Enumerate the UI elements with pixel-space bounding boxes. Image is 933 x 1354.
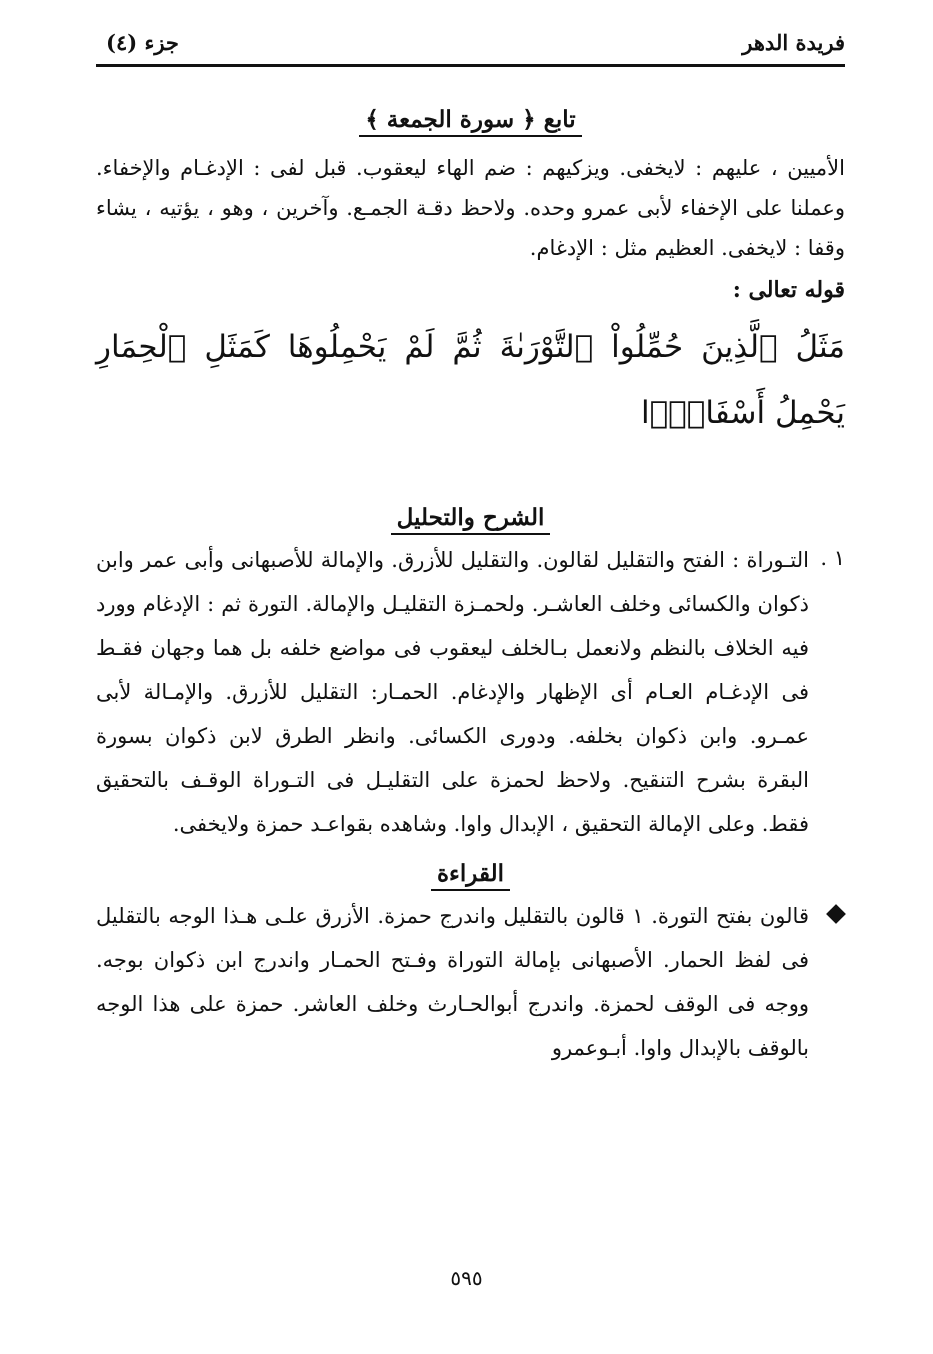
quran-verse: مَثَلُ ٱلَّذِينَ حُمِّلُواْ ٱلتَّوْرَىٰةَ ثُمَّ لَمْ يَحْمِلُوهَا كَمَثَلِ ٱلْحِمَارِ يَحْمِلُ أَسْفَارًۢا [96,329,845,431]
explanation-text: التـوراة : الفتح والتقلیل لقالون. والتقلیل للأزرق. والإمالة للأصبهانی وأبی عمر وابن ذکوان والکسائی وخلف العاشـر. ولحمـزة التقلیـل والإمالة. التورة ثم : الإدغام وورد فیه الخلاف بالنظم ولانعمل بـالخلف لیعقوب فی مواضع خلفه بل هما وجهان فقـط فی الإدغـام العـام أی الإظهار والإدغام. الحمـار: التقلیل للأزرق. والإمـالة لأبی عمـرو. وابن ذکوان بخلفه. ودوری الکسائی. وانظر الطرق لابن ذکوان بسورة البقرة بشرح التنقیح. ولاحظ لحمزة علی التقلیـل فی التـوراة الوقـف بالتحقیق فقط. وعلی الإمالة التحقیق ، الإبدال واوا. وشاهده بقواعـد حمزة ولایخفی. [96,548,809,836]
page-body [96,100,845,1070]
book-title: فريدة الدهر [742,30,845,55]
verse-label: قوله تعالی : [732,277,845,303]
running-header [96,28,845,67]
reading-heading-text: القراءة [431,860,510,891]
reading-heading [96,854,845,894]
reading-text: قالون بفتح التورة. ١ قالون بالتقلیل واندرج حمزة. الأزرق علـی هـذا الوجه بالتقلیل فی لفظ الحمار. الأصبهانی بإمالة التوراة وفـتح الحمـار واندرج ابن ذکوان بوجه. ووجه فی الوقف لحمزة. واندرج أبوالحـارث وخلف العاشر. حمزة علی هذا الوجه بالوقف بالإبدال واوا. أبـوعمرو [96,904,809,1060]
reading-item [96,894,845,1070]
section-heading [96,100,845,140]
spacer [96,446,845,498]
item-number: ١ . [820,546,845,570]
explanation-item [96,538,845,846]
spacer [96,846,845,854]
diamond-bullet-icon [826,904,846,924]
explanation-heading-text: الشرح والتحلیل [391,504,551,535]
part-label: جزء (٤) [106,30,179,55]
section-heading-text: تابع ﴿ سورة الجمعة ﴾ [359,106,581,137]
explanation-heading [96,498,845,538]
page-number: ٥٩٥ [450,1266,483,1290]
spacer [96,140,845,148]
intro-paragraph: الأمیین ، علیهم : لایخفی. ویزکیهم : ضم الهاء لیعقوب. قبل لفی : الإدغـام والإخفاء. وعملنا علی الإخفاء لأبی عمرو وحده. ولاحظ دقـة الجمـع. وآخرین ، وهو ، یؤتیه ، یشاء وقفا : لایخفی. العظیم مثل : الإدغام. [96,156,846,260]
